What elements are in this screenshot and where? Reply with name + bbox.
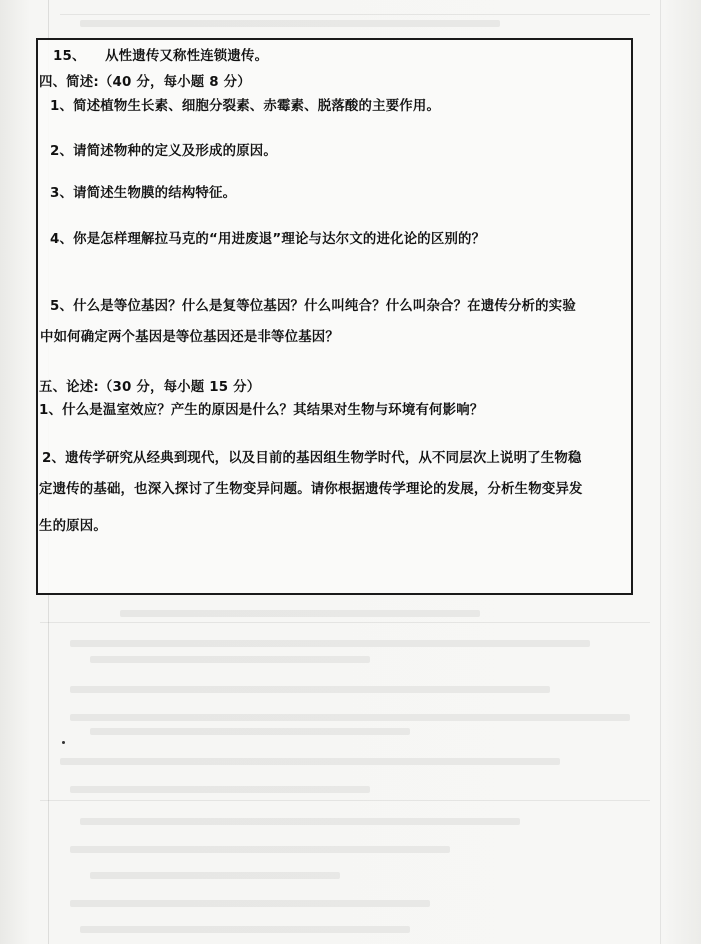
- exam-question-box: [36, 38, 633, 595]
- short-answer-question-3: 3、请简述生物膜的结构特征。: [50, 186, 237, 201]
- short-answer-question-5: 5、什么是等位基因？什么是复等位基因？什么叫纯合？什么叫杂合？在遗传分析的实验: [50, 299, 576, 314]
- essay-question-2-end: 生的原因。: [39, 519, 107, 534]
- short-answer-question-4: 4、你是怎样理解拉马克的“用进废退”理论与达尔文的进化论的区别的？: [50, 232, 486, 247]
- essay-question-2-cont: 定遗传的基础，也深入探讨了生物变异问题。请你根据遗传学理论的发展，分析生物变异发: [39, 482, 583, 497]
- short-answer-question-5-cont: 中如何确定两个基因是等位基因还是非等位基因？: [40, 330, 339, 345]
- short-answer-heading: 四、简述:（40 分，每小题 8 分）: [39, 75, 251, 90]
- essay-question-1: 1、什么是温室效应？产生的原因是什么？其结果对生物与环境有何影响？: [39, 403, 484, 418]
- short-answer-question-1: 1、简述植物生长素、细胞分裂素、赤霉素、脱落酸的主要作用。: [50, 99, 441, 114]
- short-answer-question-2: 2、请简述物种的定义及形成的原因。: [50, 144, 277, 159]
- true-false-item-15: [53, 48, 268, 66]
- essay-heading: 五、论述:（30 分，每小题 15 分）: [39, 380, 261, 395]
- bleed-margin-line: [660, 0, 661, 944]
- essay-question-2: 2、遗传学研究从经典到现代，以及目前的基因组生物学时代，从不同层次上说明了生物稳: [42, 451, 582, 466]
- item-text: 从性遗传又称性连锁遗传。: [105, 49, 269, 64]
- stray-mark: [62, 741, 65, 744]
- item-number: 15、: [53, 49, 86, 64]
